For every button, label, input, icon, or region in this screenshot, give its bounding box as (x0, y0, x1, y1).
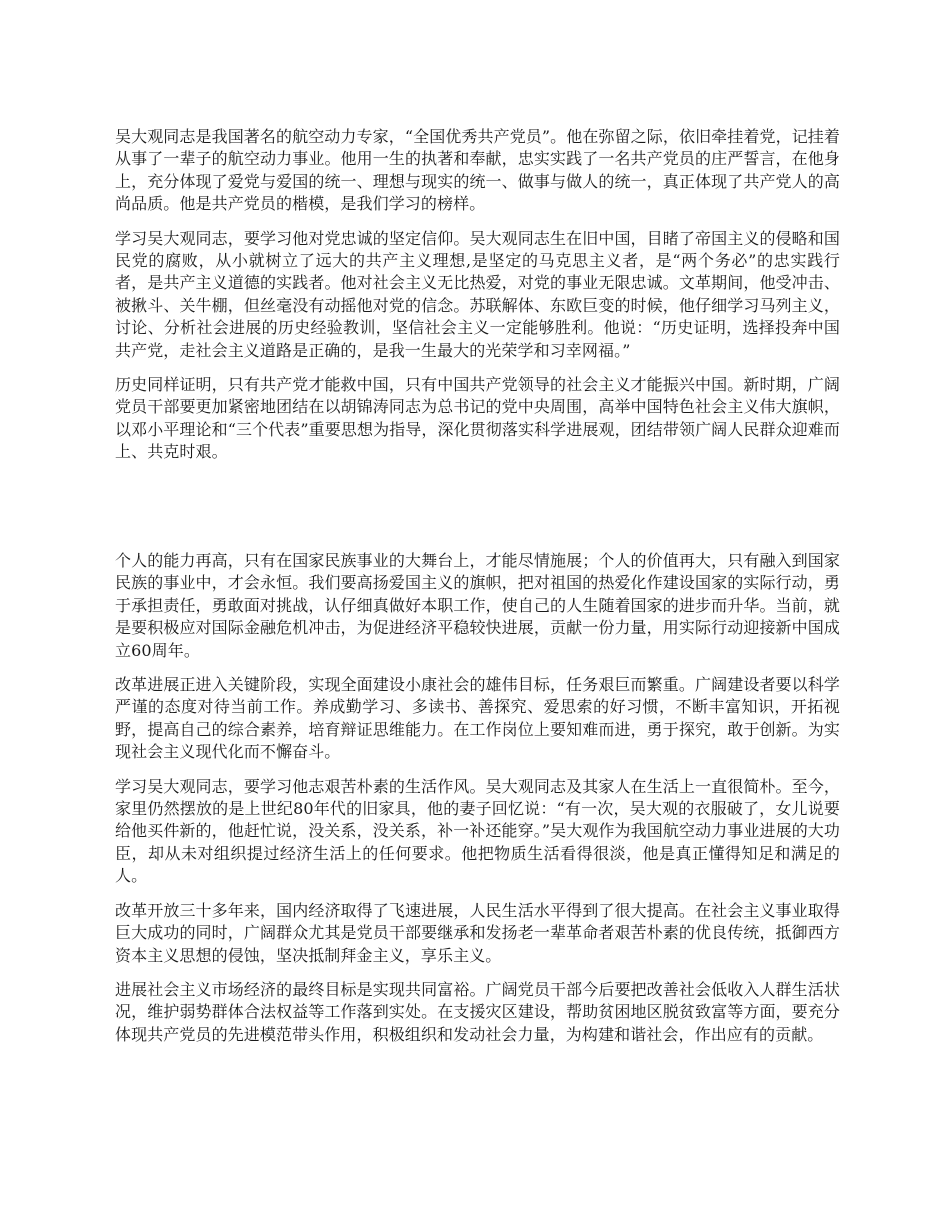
paragraph: 改革开放三十多年来，国内经济取得了飞速进展，人民生活水平得到了很大提高。在社会主义事业取得巨大成功的同时，广阔群众尤其是党员干部要继承和发扬老一辈革命者艰苦朴素的优良传统，抵御西方资本主义思想的侵蚀，坚决抵制拜金主义，享乐主义。 (115, 900, 840, 965)
paragraph: 学习吴大观同志，要学习他对党忠诚的坚定信仰。吴大观同志生在旧中国，目睹了帝国主义的侵略和国民党的腐败，从小就树立了远大的共产主义理想,是坚定的马克思主义者，是“两个务必”的忠实践行者，是共产主义道德的实践者。他对社会主义无比热爱，对党的事业无限忠诚。文革期间，他受冲击、被揪斗、关牛棚，但丝毫没有动摇他对党的信念。苏联解体、东欧巨变的时候，他仔细学习马列主义，讨论、分析社会进展的历史经验教训，坚信社会主义一定能够胜利。他说：“历史证明，选择投奔中国共产党，走社会主义道路是正确的，是我一生最大的光荣学和习幸网福。” (115, 228, 840, 360)
text-section-2 (115, 550, 840, 1058)
paragraph: 改革进展正进入关键阶段，实现全面建设小康社会的雄伟目标，任务艰巨而繁重。广阔建设者要以科学严谨的态度对待当前工作。养成勤学习、多读书、善探究、爱思索的好习惯，不断丰富知识，开拓视野，提高自己的综合素养，培育辩证思维能力。在工作岗位上要知难而进，勇于探究，敢于创新。为实现社会主义现代化而不懈奋斗。 (115, 675, 840, 762)
paragraph: 历史同样证明，只有共产党才能救中国，只有中国共产党领导的社会主义才能振兴中国。新时期，广阔党员干部要更加紧密地团结在以胡锦涛同志为总书记的党中央周围，高举中国特色社会主义伟大旗帜，以邓小平理论和“三个代表”重要思想为指导，深化贯彻落实科学进展观，团结带领广阔人民群众迎难而上、共克时艰。 (115, 375, 840, 462)
paragraph: 吴大观同志是我国著名的航空动力专家，“全国优秀共产党员”。他在弥留之际，依旧牵挂着党，记挂着从事了一辈子的航空动力事业。他用一生的执著和奉献，忠实实践了一名共产党员的庄严誓言，在他身上，充分体现了爱党与爱国的统一、理想与现实的统一、做事与做人的统一，真正体现了共产党人的高尚品质。他是共产党员的楷模，是我们学习的榜样。 (115, 127, 840, 214)
paragraph: 个人的能力再高，只有在国家民族事业的大舞台上，才能尽情施展；个人的价值再大，只有融入到国家民族的事业中，才会永恒。我们要高扬爱国主义的旗帜，把对祖国的热爱化作建设国家的实际行动，勇于承担责任，勇敢面对挑战，认仔细真做好本职工作，使自己的人生随着国家的进步而升华。当前，就是要积极应对国际金融危机冲击，为促进经济平稳较快进展，贡献一份力量，用实际行动迎接新中国成立60周年。 (115, 551, 840, 660)
text-section-1 (115, 126, 840, 476)
paragraph: 学习吴大观同志，要学习他志艰苦朴素的生活作风。吴大观同志及其家人在生活上一直很简朴。至今，家里仍然摆放的是上世纪80年代的旧家具，他的妻子回忆说：“有一次，吴大观的衣服破了，女儿说要给他买件新的，他赶忙说，没关系，没关系，补一补还能穿。”吴大观作为我国航空动力事业进展的大功臣，却从未对组织提过经济生活上的任何要求。他把物质生活看得很淡，他是真正懂得知足和满足的人。 (115, 776, 840, 886)
paragraph: 进展社会主义市场经济的最终目标是实现共同富裕。广阔党员干部今后要把改善社会低收入人群生活状况，维护弱势群体合法权益等工作落到实处。在支援灾区建设，帮助贫困地区脱贫致富等方面，要充分体现共产党员的先进模范带头作用，积极组织和发动社会力量，为构建和谐社会，作出应有的贡献。 (115, 979, 840, 1044)
